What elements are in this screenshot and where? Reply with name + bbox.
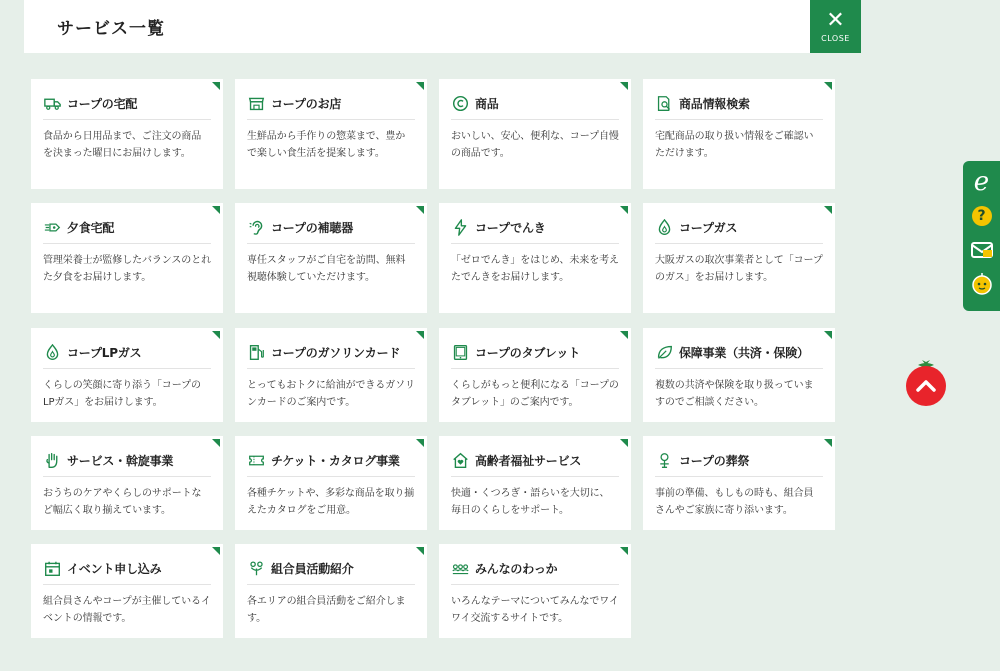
memorial-icon bbox=[655, 451, 673, 469]
fuel-pump-icon bbox=[247, 343, 265, 361]
service-card-description: くらしの笑顔に寄り添う「コープのLPガス」をお届けします。 bbox=[43, 380, 201, 408]
service-card-title: コープLPガス bbox=[67, 345, 142, 360]
service-card-description: 管理栄養士が監修したバランスのとれた夕食をお届けします。 bbox=[43, 255, 211, 283]
service-card-description: 生鮮品から手作りの惣菜まで、豊かで楽しい食生活を提案します。 bbox=[247, 131, 406, 159]
service-card-description: 複数の共済や保険を取り扱っていますのでご相談ください。 bbox=[655, 380, 814, 408]
scroll-to-top-button[interactable] bbox=[904, 359, 948, 407]
service-card-title: 商品情報検索 bbox=[679, 96, 750, 111]
fast-delivery-icon bbox=[43, 218, 61, 236]
service-card-header bbox=[451, 217, 619, 237]
service-card-title: コープガス bbox=[679, 220, 738, 235]
service-card-description: 宅配商品の取り扱い情報をご確認いただけます。 bbox=[655, 131, 814, 159]
flower-people-icon bbox=[247, 559, 265, 577]
divider bbox=[247, 368, 415, 369]
flame-icon bbox=[655, 218, 673, 236]
service-card-header bbox=[451, 450, 619, 470]
service-card[interactable] bbox=[439, 544, 631, 638]
divider bbox=[451, 476, 619, 477]
side-tab-bar bbox=[963, 161, 1000, 311]
service-card-description: 快適・くつろぎ・語らいを大切に、毎日のくらしをサポート。 bbox=[451, 488, 610, 516]
e-coop-logo-icon[interactable]: e bbox=[973, 167, 990, 197]
divider bbox=[43, 368, 211, 369]
page-header bbox=[24, 0, 861, 53]
copyright-icon bbox=[451, 94, 469, 112]
tablet-icon bbox=[451, 343, 469, 361]
service-card-description: 組合員さんやコープが主催しているイベントの情報です。 bbox=[43, 596, 211, 624]
truck-icon bbox=[43, 94, 61, 112]
divider bbox=[43, 243, 211, 244]
service-card[interactable] bbox=[439, 328, 631, 422]
service-card-header bbox=[451, 93, 619, 113]
service-card-description: 専任スタッフがご自宅を訪問、無料視聴体験していただけます。 bbox=[247, 255, 406, 283]
service-card[interactable] bbox=[643, 79, 835, 189]
service-card-title: 高齢者福祉サービス bbox=[475, 453, 582, 468]
service-card-title: 保障事業（共済・保険） bbox=[679, 345, 809, 360]
service-card-title: コープの葬祭 bbox=[679, 453, 750, 468]
service-card-description: 大阪ガスの取次事業者として「コープのガス」をお届けします。 bbox=[655, 255, 823, 283]
divider bbox=[655, 243, 823, 244]
hand-icon bbox=[43, 451, 61, 469]
divider bbox=[655, 476, 823, 477]
service-card[interactable] bbox=[439, 79, 631, 189]
divider bbox=[43, 584, 211, 585]
document-search-icon bbox=[655, 94, 673, 112]
divider bbox=[451, 584, 619, 585]
calendar-icon bbox=[43, 559, 61, 577]
service-card-title: コープでんき bbox=[475, 220, 546, 235]
service-card[interactable] bbox=[235, 436, 427, 530]
service-card-header bbox=[247, 217, 415, 237]
divider bbox=[247, 119, 415, 120]
service-card[interactable] bbox=[235, 328, 427, 422]
divider bbox=[451, 243, 619, 244]
service-card-header bbox=[655, 93, 823, 113]
divider bbox=[655, 119, 823, 120]
service-card-title: コープの宅配 bbox=[67, 96, 138, 111]
service-card-description: 各エリアの組合員活動をご紹介します。 bbox=[247, 596, 406, 624]
divider bbox=[451, 368, 619, 369]
service-card-description: 「ゼロでんき」をはじめ、未来を考えたでんきをお届けします。 bbox=[451, 255, 619, 283]
service-card-description: くらしがもっと便利になる「コープのタブレット」のご案内です。 bbox=[451, 380, 619, 408]
house-heart-icon bbox=[451, 451, 469, 469]
service-card-header bbox=[655, 342, 823, 362]
service-card-header bbox=[43, 558, 211, 578]
service-card-header bbox=[451, 342, 619, 362]
service-card[interactable] bbox=[439, 203, 631, 313]
close-button[interactable] bbox=[810, 0, 861, 53]
service-card[interactable] bbox=[235, 544, 427, 638]
leaf-icon bbox=[655, 343, 673, 361]
lightning-icon bbox=[451, 218, 469, 236]
divider bbox=[43, 119, 211, 120]
service-card-header bbox=[655, 217, 823, 237]
service-card-title: 夕食宅配 bbox=[67, 220, 115, 235]
mail-icon[interactable] bbox=[967, 233, 997, 267]
service-card-header bbox=[43, 342, 211, 362]
divider bbox=[43, 476, 211, 477]
service-card-title: コープのガソリンカード bbox=[271, 345, 401, 360]
service-card[interactable] bbox=[643, 328, 835, 422]
service-card[interactable] bbox=[31, 544, 223, 638]
service-card-description: 事前の準備、もしもの時も、組合員さんやご家族に寄り添います。 bbox=[655, 488, 814, 516]
service-card-title: 組合員活動紹介 bbox=[271, 561, 354, 576]
mascot-icon[interactable] bbox=[967, 267, 997, 301]
service-card-description: いろんなテーマについてみんなでワイワイ交流するサイトです。 bbox=[451, 596, 619, 624]
service-card-title: コープのタブレット bbox=[475, 345, 581, 360]
divider bbox=[451, 119, 619, 120]
service-card-title: コープのお店 bbox=[271, 96, 342, 111]
service-card-title: みんなのわっか bbox=[475, 561, 558, 576]
service-card-header bbox=[655, 450, 823, 470]
ear-icon bbox=[247, 218, 265, 236]
service-card-description: とってもおトクに給油ができるガソリンカードのご案内です。 bbox=[247, 380, 415, 408]
service-card-header bbox=[43, 93, 211, 113]
service-card-description: おうちのケアやくらしのサポートなど幅広く取り揃えています。 bbox=[43, 488, 202, 516]
divider bbox=[247, 243, 415, 244]
ticket-icon bbox=[247, 451, 265, 469]
service-card-title: サービス・斡旋事業 bbox=[67, 453, 174, 468]
service-card-header bbox=[247, 450, 415, 470]
service-card[interactable] bbox=[235, 203, 427, 313]
service-card[interactable] bbox=[31, 79, 223, 189]
divider bbox=[247, 584, 415, 585]
service-card-header bbox=[247, 93, 415, 113]
service-card-title: チケット・カタログ事業 bbox=[271, 453, 400, 468]
close-label: CLOSE bbox=[821, 34, 850, 43]
flame-icon bbox=[43, 343, 61, 361]
store-icon bbox=[247, 94, 265, 112]
service-card-header bbox=[43, 217, 211, 237]
service-card-description: おいしい、安心、便利な、コープ自慢の商品です。 bbox=[451, 131, 619, 159]
service-card[interactable] bbox=[643, 436, 835, 530]
service-card-description: 食品から日用品まで、ご注文の商品を決まった曜日にお届けします。 bbox=[43, 131, 202, 159]
page-title: サービス一覧 bbox=[57, 19, 165, 39]
service-card[interactable] bbox=[235, 79, 427, 189]
divider bbox=[655, 368, 823, 369]
service-card-header bbox=[247, 558, 415, 578]
service-card[interactable] bbox=[31, 436, 223, 530]
service-card[interactable] bbox=[439, 436, 631, 530]
divider bbox=[247, 476, 415, 477]
group-icon bbox=[451, 559, 469, 577]
service-card-description: 各種チケットや、多彩な商品を取り揃えたカタログをご用意。 bbox=[247, 488, 415, 516]
service-card-title: 商品 bbox=[475, 96, 499, 111]
service-card[interactable] bbox=[31, 203, 223, 313]
service-card-title: イベント申し込み bbox=[67, 561, 162, 576]
service-card-title: コープの補聴器 bbox=[271, 220, 354, 235]
service-card-header bbox=[43, 450, 211, 470]
help-icon[interactable]: ? bbox=[967, 199, 997, 233]
service-card[interactable] bbox=[31, 328, 223, 422]
service-card-header bbox=[451, 558, 619, 578]
close-icon: ✕ bbox=[826, 8, 845, 33]
service-card-header bbox=[247, 342, 415, 362]
service-card[interactable] bbox=[643, 203, 835, 313]
